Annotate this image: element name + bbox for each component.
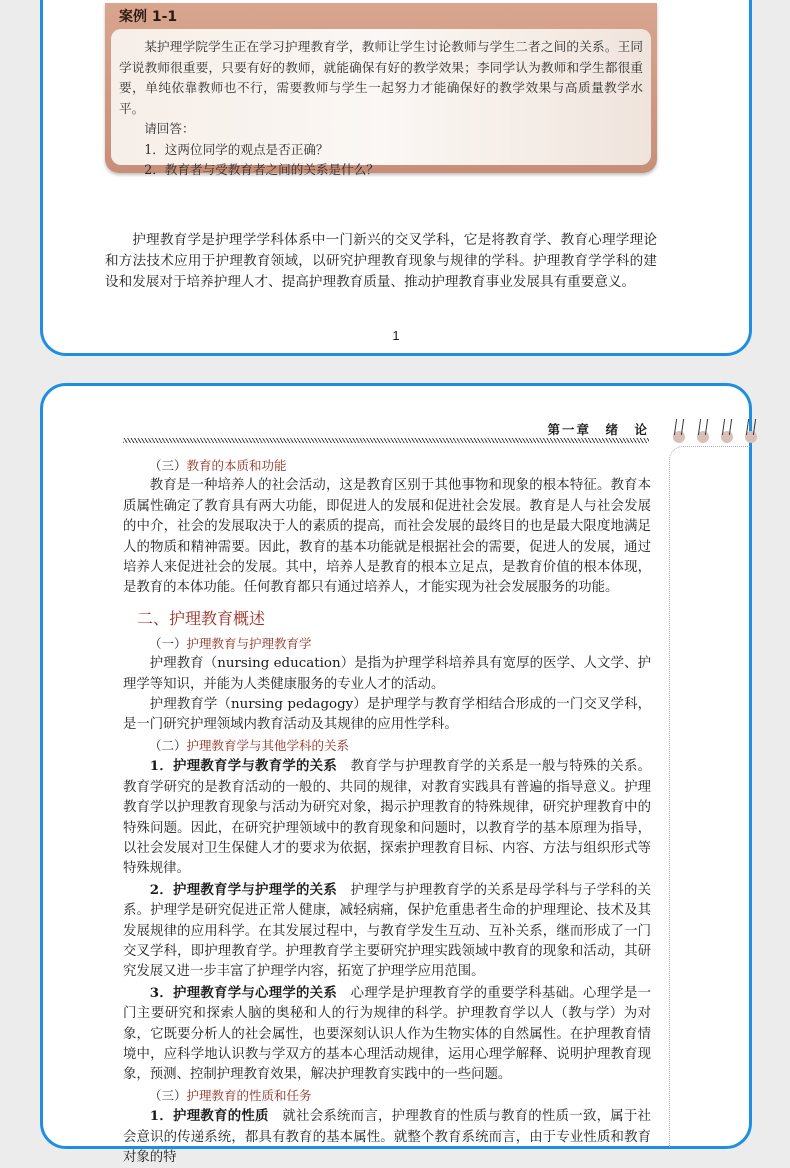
notes-margin: [669, 446, 750, 1147]
subheading: （二）护理教育学与其他学科的关系: [149, 737, 350, 753]
page-content: [123, 456, 651, 1168]
case-box: [105, 3, 657, 177]
subheading: （一）护理教育与护理教育学: [149, 635, 312, 651]
paragraph: 教育是一种培养人的社会活动，这是教育区别于其他事物和现象的根本特征。教育本质属性确定了教育具有两大功能，即促进人的发展和促进社会发展。教育是人与社会发展的中介，社会的发展取决于人的素质的提高，而社会发展的最终目的也是最大限度地满足人的物质和精神需要。因此，教育的基本功能就是根据社会的需要，促进人的发展，通过培养人来促进社会的发展。其中，培养人是教育的根本立足点，是教育价值的根本体现，是教育的本体功能。任何教育都只有通过培养人，才能实现为社会发展服务的功能。: [123, 478, 651, 596]
header-rule: [123, 438, 649, 443]
case-body: [111, 29, 651, 177]
intro-paragraph: 护理教育学是护理学学科体系中一门新兴的交叉学科，它是将教育学、教育心理学理论和方法技术应用于护理教育领域，以研究护理教育现象与规律的学科。护理教育学学科的建设和发展对于培养护理人才、提高护理教育质量、推动护理教育事业发展具有重要意义。: [105, 232, 657, 290]
section-heading: 二、护理教育概述: [137, 608, 266, 628]
case-prompt: 请回答：: [144, 121, 195, 136]
paragraph: 1．护理教育的性质 就社会系统而言，护理教育的性质与教育的性质一致，属于社会意识的传递系统，都具有教育的基本属性。就整个教育系统而言，由于专业性质和教育对象的特: [123, 1108, 651, 1165]
paragraph: 3．护理教育学与心理学的关系 心理学是护理教育学的重要学科基础。心理学是一门主要研究和探索人脑的奥秘和人的行为规律的科学。护理教育学以人（教与学）为对象，它既要分析人的社会属性，也要深刻认识人作为生物实体的自然属性。在护理教育情境中，应科学地认识教与学双方的基本心理活动规律，运用心理学解释、说明护理教育现象，预测、控制护理教育效果，解决护理教育实践中的一些问题。: [123, 984, 651, 1083]
spiral-binding-icon: [673, 431, 757, 443]
page-2-card: [40, 383, 752, 1165]
subheading: （三）教育的本质和功能: [149, 458, 287, 473]
case-paragraph: 某护理学院学生正在学习护理教育学，教师让学生讨论教师与学生二者之间的关系。王同学说教师很重要，只要有好的教师，就能确保有好的教学效果；李同学认为教师和学生都很重要，单纯依靠教师也不行，需要教师与学生一起努力才能确保好的教学效果与高质量教学水平。: [119, 39, 643, 116]
paragraph: 护理教育学（nursing pedagogy）是护理学与教育学相结合形成的一门交叉学科，是一门研究护理领域内教育活动及其规律的应用性学科。: [123, 697, 651, 733]
page-1-card: [40, 0, 752, 356]
chapter-header: 第一章 绪 论: [547, 422, 649, 437]
case-title: 案例 1-1: [119, 9, 178, 25]
paragraph: 2．护理教育学与护理学的关系 护理学与护理教育学的关系是母学科与子学科的关系。护理学是研究促进正常人健康，减轻病痛，保护危重患者生命的护理理论、技术及其发展规律的应用科学。在其发展过程中，与教育学发生互动、互补关系，继而形成了一门交叉学科，即护理教育学。护理教育学主要研究护理实践领域中教育的现象和活动，其研究发展又进一步丰富了护理学内容，拓宽了护理学应用范围。: [123, 881, 651, 980]
paragraph: 1．护理教育学与教育学的关系 教育学与护理教育学的关系是一般与特殊的关系。教育学研究的是教育活动的一般的、共同的规律，对教育实践具有普遍的指导意义。护理教育学以护理教育现象与活动为研究对象，揭示护理教育的特殊规律，研究护理教育中的特殊问题。因此，在研究护理领域中的教育现象和问题时，以教育学的基本原理为指导，以社会发展对卫生保健人才的要求为依据，探索护理教育目标、内容、方法与组织形式等特殊规律。: [123, 758, 651, 877]
page-number: 1: [392, 328, 400, 343]
paragraph: 护理教育（nursing education）是指为护理学科培养具有宽厚的医学、人文学、护理学等知识，并能为人类健康服务的专业人才的活动。: [123, 656, 651, 692]
case-question: 1．这两位同学的观点是否正确？: [144, 141, 329, 157]
case-question: 2．教育者与受教育者之间的关系是什么？: [144, 162, 379, 177]
subheading: （三）护理教育的性质和任务: [149, 1087, 312, 1103]
